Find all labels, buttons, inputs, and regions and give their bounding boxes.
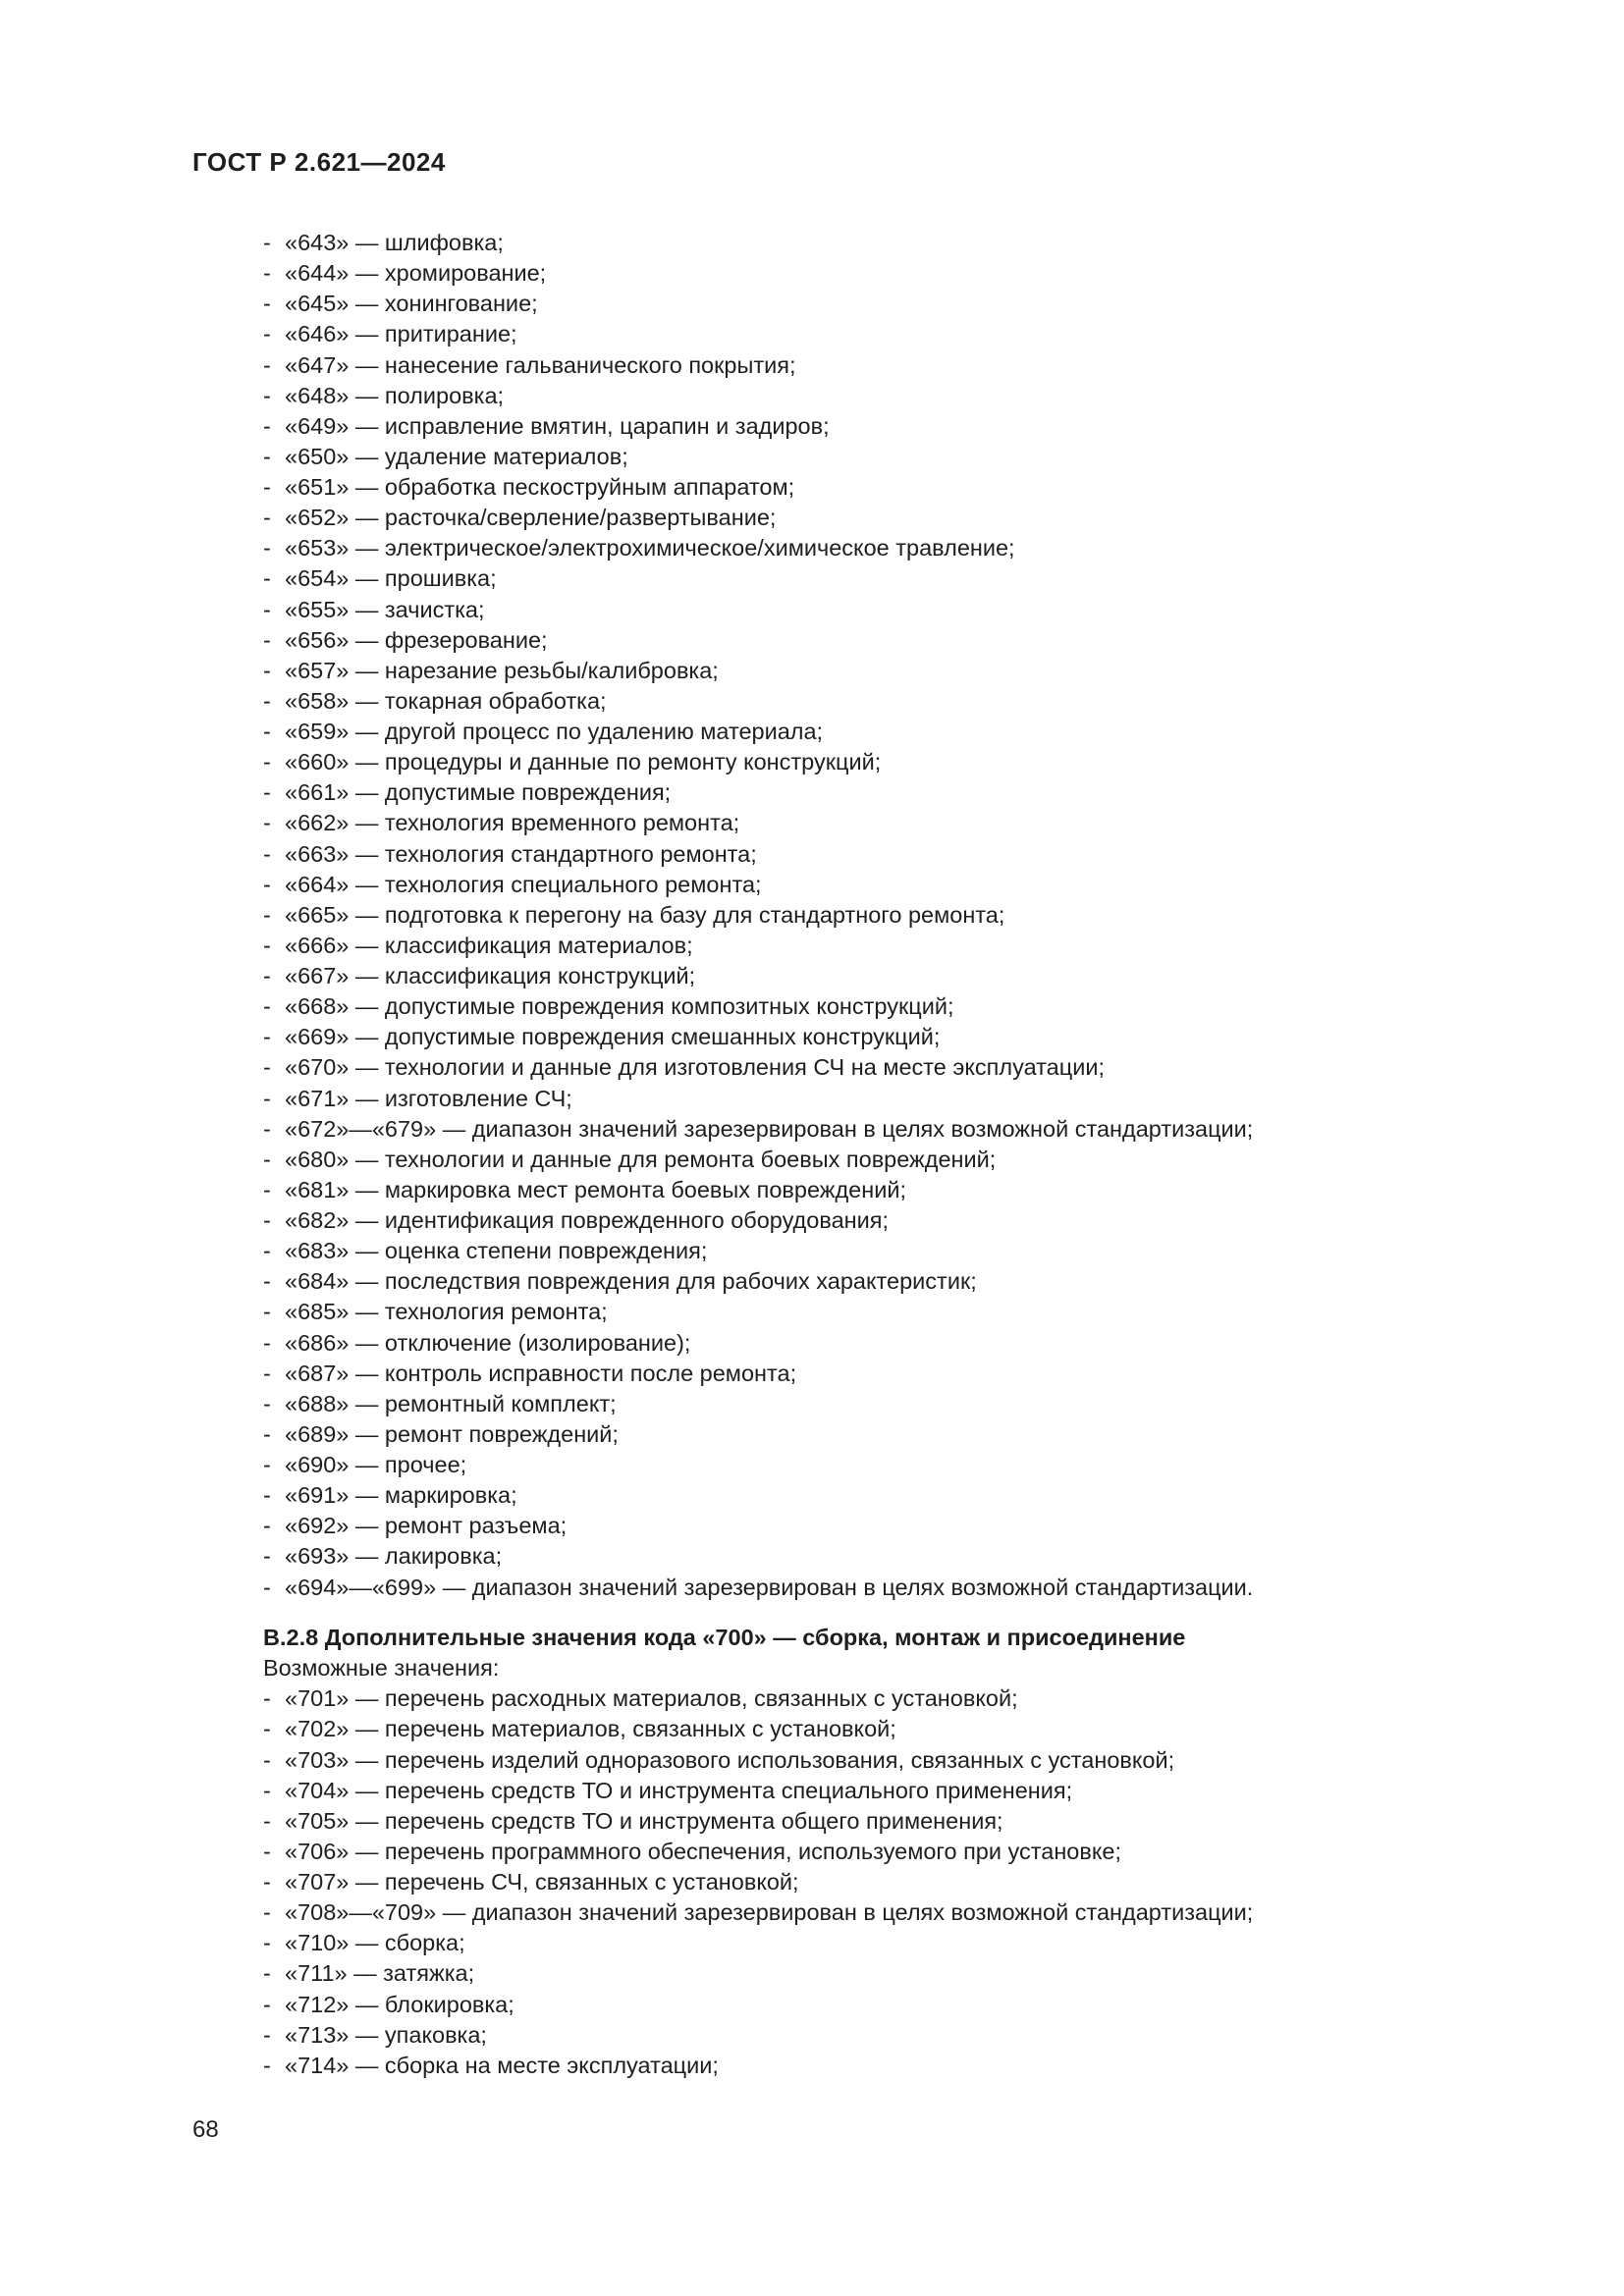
section-intro: Возможные значения: bbox=[263, 1655, 500, 1682]
list-item: - «670» — технологии и данные для изготовления СЧ на месте эксплуатации; bbox=[192, 1052, 1253, 1083]
code-values-list bbox=[192, 228, 1253, 1603]
list-item: - «649» — исправление вмятин, царапин и задиров; bbox=[192, 411, 1253, 442]
list-item: - «669» — допустимые повреждения смешанных конструкций; bbox=[192, 1022, 1253, 1052]
list-item: - «657» — нарезание резьбы/калибровка; bbox=[192, 656, 1253, 686]
list-item: - «708»—«709» — диапазон значений зарезервирован в целях возможной стандартизации; bbox=[192, 1897, 1253, 1928]
list-item: - «680» — технологии и данные для ремонта боевых повреждений; bbox=[192, 1145, 1253, 1175]
list-item: - «686» — отключение (изолирование); bbox=[192, 1328, 1253, 1359]
list-item: - «713» — упаковка; bbox=[192, 2020, 1253, 2051]
list-item: - «659» — другой процесс по удалению материала; bbox=[192, 717, 1253, 747]
list-item: - «671» — изготовление СЧ; bbox=[192, 1084, 1253, 1114]
list-item: - «663» — технология стандартного ремонта; bbox=[192, 839, 1253, 870]
list-item: - «694»—«699» — диапазон значений зарезервирован в целях возможной стандартизации. bbox=[192, 1573, 1253, 1603]
list-item: - «668» — допустимые повреждения композитных конструкций; bbox=[192, 991, 1253, 1022]
list-item: - «705» — перечень средств ТО и инструмента общего применения; bbox=[192, 1806, 1253, 1837]
list-item: - «711» — затяжка; bbox=[192, 1958, 1253, 1989]
list-item: - «662» — технология временного ремонта; bbox=[192, 808, 1253, 838]
section-heading: В.2.8 Дополнительные значения кода «700» — сборка, монтаж и присоединение bbox=[263, 1625, 1186, 1650]
section-b-2-8 bbox=[263, 1623, 1253, 2081]
list-item: - «652» — расточка/сверление/развертывание; bbox=[192, 503, 1253, 533]
list-item: - «689» — ремонт повреждений; bbox=[192, 1419, 1253, 1450]
list-item: - «683» — оценка степени повреждения; bbox=[192, 1236, 1253, 1266]
list-item: - «710» — сборка; bbox=[192, 1928, 1253, 1958]
list-item: - «685» — технология ремонта; bbox=[192, 1297, 1253, 1327]
list-item: - «702» — перечень материалов, связанных с установкой; bbox=[192, 1714, 1253, 1744]
list-item: - «701» — перечень расходных материалов, связанных с установкой; bbox=[192, 1683, 1253, 1714]
list-item: - «651» — обработка пескоструйным аппаратом; bbox=[192, 472, 1253, 503]
list-item: - «672»—«679» — диапазон значений зарезервирован в целях возможной стандартизации; bbox=[192, 1114, 1253, 1145]
page-number: 68 bbox=[192, 2116, 219, 2143]
list-item: - «714» — сборка на месте эксплуатации; bbox=[192, 2051, 1253, 2081]
list-item: - «655» — зачистка; bbox=[192, 595, 1253, 625]
document-header: ГОСТ Р 2.621—2024 bbox=[192, 147, 446, 177]
list-item: - «691» — маркировка; bbox=[192, 1480, 1253, 1511]
list-item: - «650» — удаление материалов; bbox=[192, 442, 1253, 472]
list-item: - «647» — нанесение гальванического покрытия; bbox=[192, 350, 1253, 381]
list-item: - «690» — прочее; bbox=[192, 1450, 1253, 1480]
list-item: - «712» — блокировка; bbox=[192, 1990, 1253, 2020]
list-item: - «660» — процедуры и данные по ремонту конструкций; bbox=[192, 747, 1253, 777]
list-item: - «658» — токарная обработка; bbox=[192, 686, 1253, 717]
list-item: - «682» — идентификация поврежденного оборудования; bbox=[192, 1205, 1253, 1236]
list-item: - «703» — перечень изделий одноразового использования, связанных с установкой; bbox=[192, 1745, 1253, 1776]
list-item: - «666» — классификация материалов; bbox=[192, 931, 1253, 961]
list-item: - «707» — перечень СЧ, связанных с установкой; bbox=[192, 1867, 1253, 1897]
list-item: - «648» — полировка; bbox=[192, 381, 1253, 411]
list-item: - «654» — прошивка; bbox=[192, 563, 1253, 594]
list-item: - «693» — лакировка; bbox=[192, 1541, 1253, 1572]
list-item: - «664» — технология специального ремонта; bbox=[192, 870, 1253, 900]
list-item: - «667» — классификация конструкций; bbox=[192, 961, 1253, 991]
list-item: - «688» — ремонтный комплект; bbox=[192, 1389, 1253, 1419]
list-item: - «687» — контроль исправности после ремонта; bbox=[192, 1359, 1253, 1389]
list-item: - «645» — хонингование; bbox=[192, 289, 1253, 319]
list-item: - «653» — электрическое/электрохимическое/химическое травление; bbox=[192, 533, 1253, 563]
list-item: - «684» — последствия повреждения для рабочих характеристик; bbox=[192, 1266, 1253, 1297]
list-item: - «706» — перечень программного обеспечения, используемого при установке; bbox=[192, 1837, 1253, 1867]
list-item: - «656» — фрезерование; bbox=[192, 625, 1253, 656]
list-item: - «644» — хромирование; bbox=[192, 258, 1253, 289]
list-item: - «646» — притирание; bbox=[192, 319, 1253, 349]
section-values-list bbox=[192, 1683, 1253, 2081]
list-item: - «692» — ремонт разъема; bbox=[192, 1511, 1253, 1541]
list-item: - «643» — шлифовка; bbox=[192, 228, 1253, 258]
list-item: - «661» — допустимые повреждения; bbox=[192, 777, 1253, 808]
list-item: - «665» — подготовка к перегону на базу для стандартного ремонта; bbox=[192, 900, 1253, 931]
list-item: - «681» — маркировка мест ремонта боевых повреждений; bbox=[192, 1175, 1253, 1205]
list-item: - «704» — перечень средств ТО и инструмента специального применения; bbox=[192, 1776, 1253, 1806]
